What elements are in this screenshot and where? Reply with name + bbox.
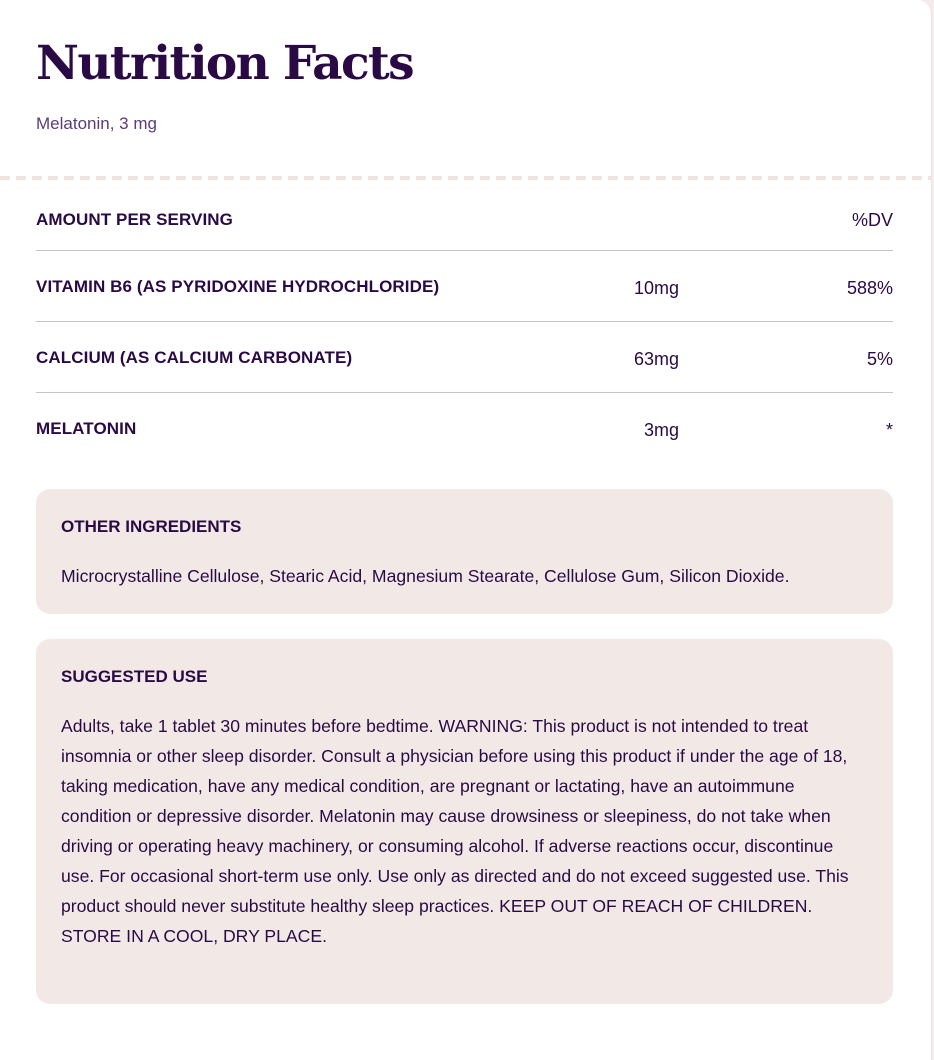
other-ingredients-text: Microcrystalline Cellulose, Stearic Acid, Magnesium Stearate, Cellulose Gum, Silicon Dioxide. [61,566,790,586]
suggested-use-heading: SUGGESTED USE [61,667,208,686]
dashed-divider [0,176,932,180]
nutrient-name: MELATONIN [36,419,137,438]
table-header-row [36,184,893,251]
nutrient-name: VITAMIN B6 (AS PYRIDOXINE HYDROCHLORIDE) [36,277,440,296]
dv-column-header: %DV [851,210,893,230]
nutrition-table [36,184,893,463]
suggested-use-text: Adults, take 1 tablet 30 minutes before bedtime. WARNING: This product is not intended to treat insomnia or other sleep disorder. Consult a physician before using this product if under the age of 18, taking medication, have any medical condition, are pregnant or lactating, have an autoimmune condition or depressive disorder. Melatonin may cause drowsiness or sleepiness, do not take when driving or operating heavy machinery, or consuming alcohol. If adverse reactions occur, discontinue use. For occasional short-term use only. Use only as directed and do not exceed suggested use. This product should never substitute healthy sleep practices. KEEP OUT OF REACH OF CHILDREN. STORE IN A COOL, DRY PLACE. [61,716,849,946]
amount-per-serving-label: AMOUNT PER SERVING [36,210,234,229]
nutrient-dv: * [885,420,893,440]
suggested-use-panel [36,639,893,1004]
nutrient-name: CALCIUM (AS CALCIUM CARBONATE) [36,348,353,367]
page-title: Nutrition Facts [36,36,413,91]
nutrient-dv: 5% [866,349,893,369]
nutrient-amount: 3mg [643,420,679,440]
nutrient-amount: 63mg [633,349,679,369]
other-ingredients-panel [36,489,893,614]
product-subtitle: Melatonin, 3 mg [36,114,157,133]
table-row [36,251,893,322]
nutrient-dv: 588% [846,278,893,298]
other-ingredients-heading: OTHER INGREDIENTS [61,517,242,536]
nutrient-amount: 10mg [633,278,679,298]
table-row [36,322,893,393]
table-row [36,393,893,463]
